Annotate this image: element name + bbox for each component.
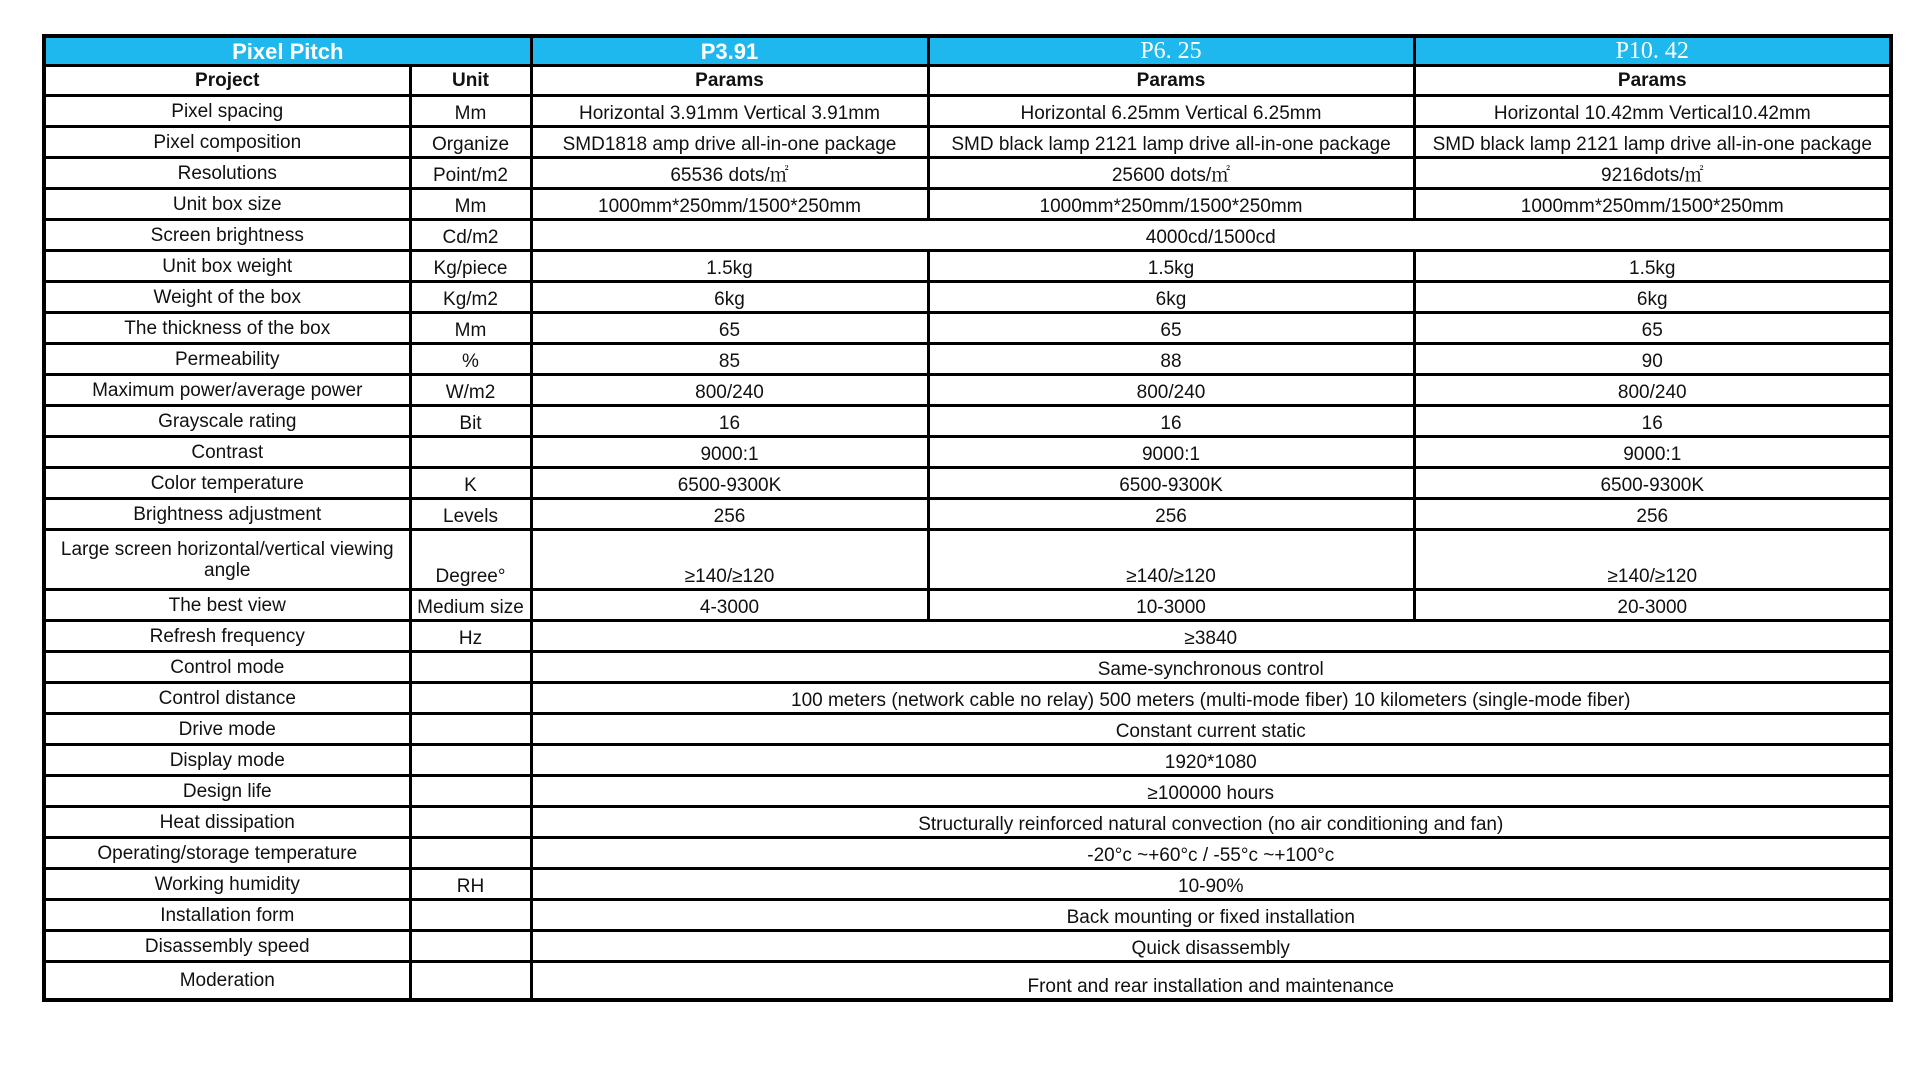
params-column-header: Params [928,66,1414,96]
row-value: 6kg [531,282,928,313]
model-header-p625: P6. 25 [928,36,1414,66]
row-value: 25600 dots/㎡ [928,158,1414,189]
spec-row [44,251,1891,282]
spec-row [44,189,1891,220]
row-label: Pixel composition [44,127,410,158]
row-unit [410,776,531,807]
row-value: 4-3000 [531,590,928,621]
row-value-merged: Constant current static [531,714,1891,745]
row-value: 1000mm*250mm/1500*250mm [531,189,928,220]
params-column-header: Params [1414,66,1891,96]
row-label: Contrast [44,437,410,468]
row-label: Permeability [44,344,410,375]
row-unit [410,962,531,1001]
spec-row [44,282,1891,313]
row-value: 65536 dots/㎡ [531,158,928,189]
project-column-header: Project [44,66,410,96]
row-unit: K [410,468,531,499]
row-value-merged: 100 meters (network cable no relay) 500 meters (multi-mode fiber) 10 kilometers (single-mode fiber) [531,683,1891,714]
row-value: 1000mm*250mm/1500*250mm [1414,189,1891,220]
row-value: SMD black lamp 2121 lamp drive all-in-one package [1414,127,1891,158]
header-row [44,36,1891,66]
row-label: Heat dissipation [44,807,410,838]
spec-row [44,776,1891,807]
row-label: Brightness adjustment [44,499,410,530]
row-unit: Bit [410,406,531,437]
row-value: 65 [531,313,928,344]
row-value-merged: 4000cd/1500cd [531,220,1891,251]
params-column-header: Params [531,66,928,96]
spec-row [44,621,1891,652]
pixel-pitch-header: Pixel Pitch [44,36,531,66]
row-value: 1.5kg [1414,251,1891,282]
spec-row [44,683,1891,714]
model-header-p391: P3.91 [531,36,928,66]
row-value: 9000:1 [531,437,928,468]
spec-row [44,530,1891,590]
row-value: 800/240 [1414,375,1891,406]
row-value-merged: Same-synchronous control [531,652,1891,683]
spec-row [44,468,1891,499]
row-value: 90 [1414,344,1891,375]
row-value: 9000:1 [1414,437,1891,468]
row-unit: Mm [410,96,531,127]
row-value: 16 [531,406,928,437]
spec-row [44,158,1891,189]
row-unit [410,652,531,683]
row-unit: Point/m2 [410,158,531,189]
row-label: Resolutions [44,158,410,189]
row-label: Refresh frequency [44,621,410,652]
row-unit: Levels [410,499,531,530]
spec-row [44,406,1891,437]
spec-row [44,962,1891,1001]
row-value: Horizontal 3.91mm Vertical 3.91mm [531,96,928,127]
spec-row [44,499,1891,530]
row-label: Unit box size [44,189,410,220]
row-value: 1.5kg [531,251,928,282]
row-label: Working humidity [44,869,410,900]
spec-row [44,127,1891,158]
row-label: Color temperature [44,468,410,499]
row-value: 65 [928,313,1414,344]
row-unit: Mm [410,189,531,220]
row-value: 6kg [928,282,1414,313]
row-value: 16 [928,406,1414,437]
row-unit [410,745,531,776]
row-label: The best view [44,590,410,621]
row-value: ≥140/≥120 [1414,530,1891,590]
row-value-merged: 10-90% [531,869,1891,900]
row-value: 256 [928,499,1414,530]
row-unit: % [410,344,531,375]
row-unit: Organize [410,127,531,158]
subheader-row [44,66,1891,96]
row-label: Installation form [44,900,410,931]
row-unit [410,683,531,714]
spec-row [44,220,1891,251]
row-label: Drive mode [44,714,410,745]
row-label: Display mode [44,745,410,776]
spec-row [44,931,1891,962]
row-value: SMD black lamp 2121 lamp drive all-in-one package [928,127,1414,158]
row-unit [410,714,531,745]
row-label: Screen brightness [44,220,410,251]
row-value: ≥140/≥120 [531,530,928,590]
row-label: Control distance [44,683,410,714]
row-value: SMD1818 amp drive all-in-one package [531,127,928,158]
spec-table [42,34,1893,1002]
row-label: Unit box weight [44,251,410,282]
row-value: 800/240 [531,375,928,406]
row-unit: Medium size [410,590,531,621]
row-label: Disassembly speed [44,931,410,962]
row-value: 6kg [1414,282,1891,313]
spec-row [44,313,1891,344]
row-value: Horizontal 10.42mm Vertical10.42mm [1414,96,1891,127]
spec-row [44,590,1891,621]
row-value-merged: -20°c ~+60°c / -55°c ~+100°c [531,838,1891,869]
unit-column-header: Unit [410,66,531,96]
spec-row [44,96,1891,127]
row-label: Moderation [44,962,410,1001]
row-label: Weight of the box [44,282,410,313]
row-unit [410,900,531,931]
model-header-p1042: P10. 42 [1414,36,1891,66]
row-value: 9000:1 [928,437,1414,468]
spec-row [44,344,1891,375]
row-unit [410,437,531,468]
row-value: 20-3000 [1414,590,1891,621]
row-value-merged: Front and rear installation and maintenance [531,962,1891,1001]
spec-row [44,869,1891,900]
spec-row [44,807,1891,838]
row-value: 85 [531,344,928,375]
row-value: 1.5kg [928,251,1414,282]
row-label: Grayscale rating [44,406,410,437]
row-value: 256 [1414,499,1891,530]
spec-row [44,714,1891,745]
row-label: Design life [44,776,410,807]
row-value: 10-3000 [928,590,1414,621]
row-unit: Cd/m2 [410,220,531,251]
row-unit: W/m2 [410,375,531,406]
row-value-merged: 1920*1080 [531,745,1891,776]
spec-row [44,652,1891,683]
row-label: The thickness of the box [44,313,410,344]
spec-row [44,838,1891,869]
row-value: 88 [928,344,1414,375]
spec-table-body [44,36,1891,1000]
spec-row [44,375,1891,406]
row-value: 1000mm*250mm/1500*250mm [928,189,1414,220]
row-value: 65 [1414,313,1891,344]
spec-row [44,437,1891,468]
row-value: 256 [531,499,928,530]
row-value: 6500-9300K [531,468,928,499]
row-value: 9216dots/㎡ [1414,158,1891,189]
row-label: Large screen horizontal/vertical viewing angle [44,530,410,590]
row-unit [410,931,531,962]
row-value-merged: ≥3840 [531,621,1891,652]
row-unit: Kg/m2 [410,282,531,313]
row-value-merged: Quick disassembly [531,931,1891,962]
row-unit [410,838,531,869]
row-value: 16 [1414,406,1891,437]
spec-row [44,745,1891,776]
row-value-merged: Back mounting or fixed installation [531,900,1891,931]
row-unit [410,807,531,838]
row-value-merged: Structurally reinforced natural convection (no air conditioning and fan) [531,807,1891,838]
row-value-merged: ≥100000 hours [531,776,1891,807]
row-unit: Degree° [410,530,531,590]
row-value: 800/240 [928,375,1414,406]
row-label: Pixel spacing [44,96,410,127]
row-value: ≥140/≥120 [928,530,1414,590]
row-value: 6500-9300K [928,468,1414,499]
row-label: Control mode [44,652,410,683]
row-unit: Hz [410,621,531,652]
row-unit: Mm [410,313,531,344]
row-label: Maximum power/average power [44,375,410,406]
spec-row [44,900,1891,931]
row-unit: Kg/piece [410,251,531,282]
row-label: Operating/storage temperature [44,838,410,869]
row-value: Horizontal 6.25mm Vertical 6.25mm [928,96,1414,127]
row-unit: RH [410,869,531,900]
row-value: 6500-9300K [1414,468,1891,499]
